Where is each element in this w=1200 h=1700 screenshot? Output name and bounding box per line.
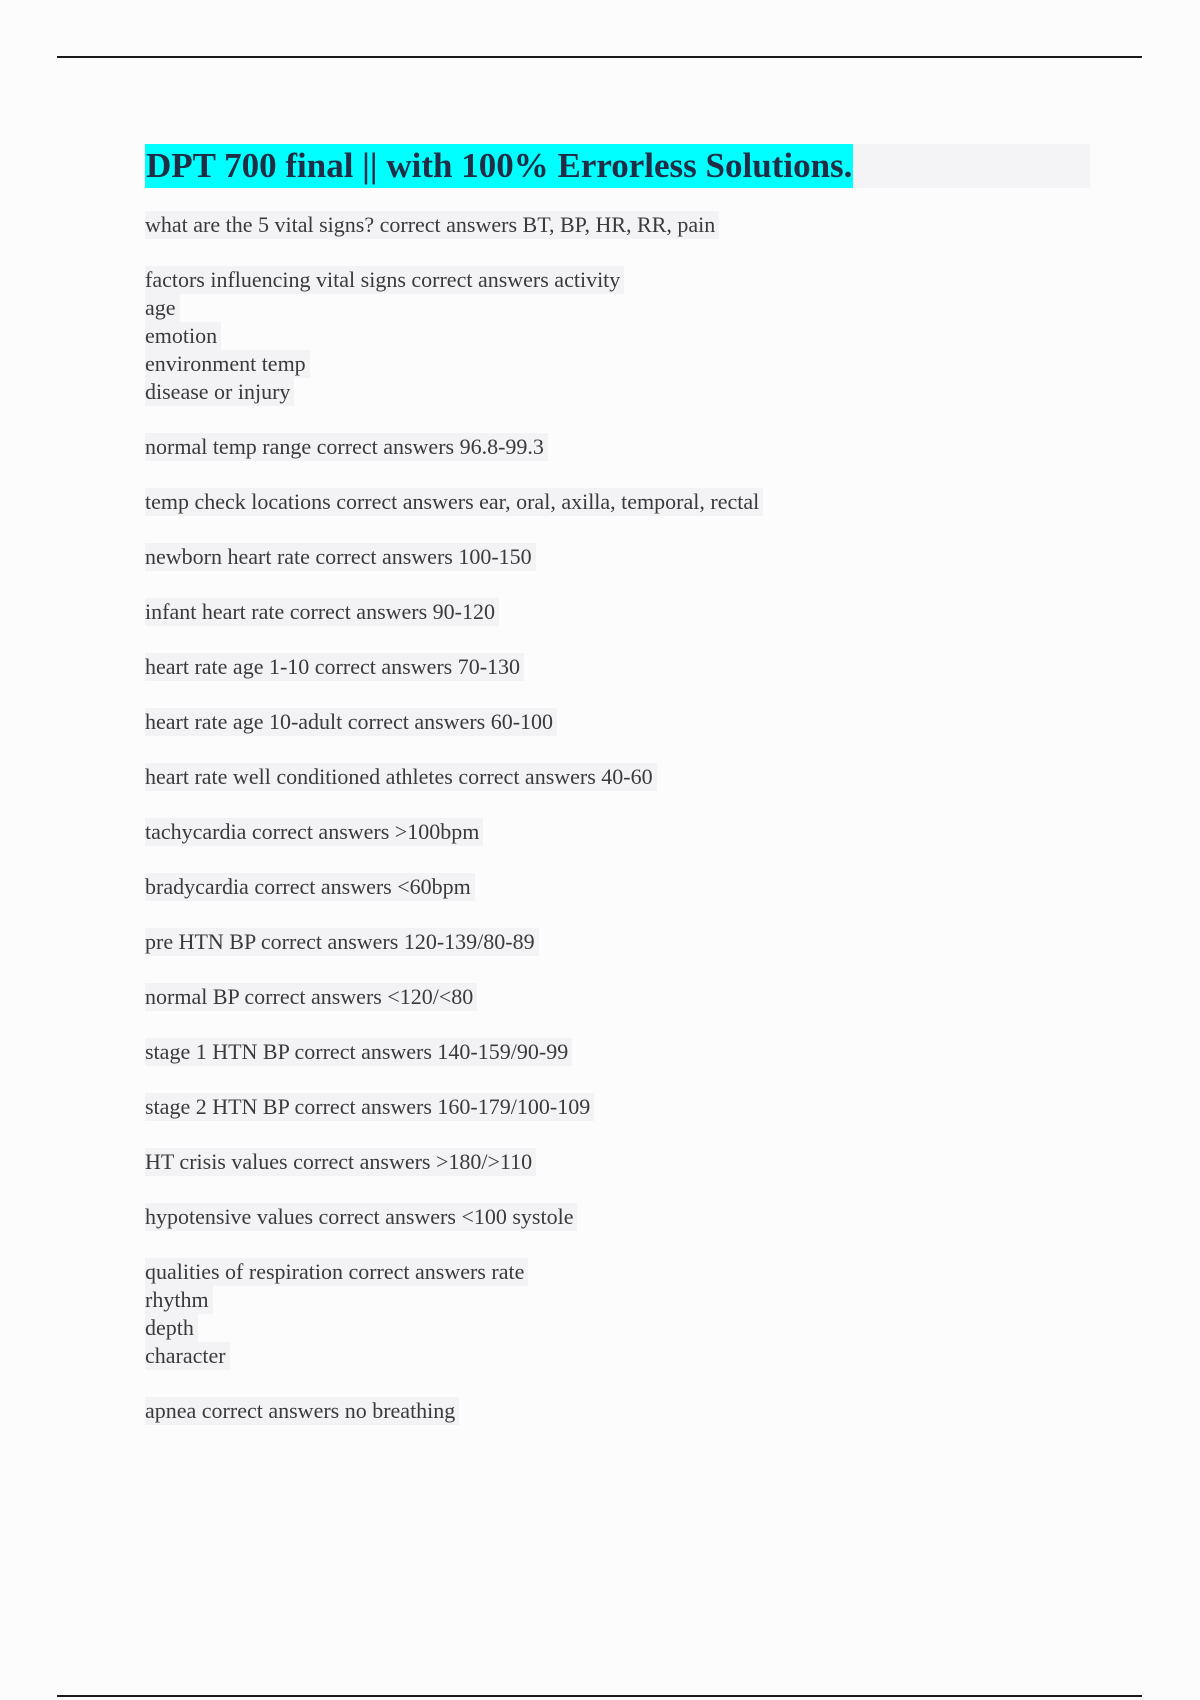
- qa-answer-line: depth: [145, 1314, 198, 1342]
- qa-item: [145, 653, 1090, 681]
- qa-item: [145, 598, 1090, 626]
- qa-list: [145, 211, 1090, 1425]
- qa-answer-line: emotion: [145, 322, 221, 350]
- qa-item: [145, 488, 1090, 516]
- qa-answer-line: disease or injury: [145, 378, 294, 406]
- qa-text: newborn heart rate correct answers 100-150: [145, 543, 536, 571]
- qa-answer-line: age: [145, 294, 180, 322]
- qa-text: stage 2 HTN BP correct answers 160-179/100-109: [145, 1093, 594, 1121]
- qa-answer-line: rhythm: [145, 1286, 213, 1314]
- qa-text: tachycardia correct answers >100bpm: [145, 818, 483, 846]
- qa-item: [145, 1258, 1090, 1370]
- qa-text: infant heart rate correct answers 90-120: [145, 598, 499, 626]
- qa-text: normal BP correct answers <120/<80: [145, 983, 477, 1011]
- qa-item: [145, 1397, 1090, 1425]
- qa-item: [145, 873, 1090, 901]
- qa-text: normal temp range correct answers 96.8-99.3: [145, 433, 548, 461]
- title-band: [145, 144, 1090, 188]
- qa-item: [145, 818, 1090, 846]
- qa-item: [145, 433, 1090, 461]
- qa-text: bradycardia correct answers <60bpm: [145, 873, 475, 901]
- qa-text: hypotensive values correct answers <100 systole: [145, 1203, 577, 1231]
- qa-item: [145, 1038, 1090, 1066]
- qa-answer-line: character: [145, 1342, 230, 1370]
- qa-text: factors influencing vital signs correct answers activity: [145, 266, 624, 294]
- qa-text: heart rate well conditioned athletes correct answers 40-60: [145, 763, 657, 791]
- qa-item: [145, 1093, 1090, 1121]
- qa-text: qualities of respiration correct answers rate: [145, 1258, 528, 1286]
- footer-rule: [57, 1695, 1142, 1697]
- header-rule: [57, 56, 1142, 58]
- qa-item: [145, 211, 1090, 239]
- document-body: [145, 144, 1090, 1452]
- qa-text: heart rate age 10-adult correct answers 60-100: [145, 708, 557, 736]
- qa-text: temp check locations correct answers ear, oral, axilla, temporal, rectal: [145, 488, 763, 516]
- qa-item: [145, 543, 1090, 571]
- qa-text: heart rate age 1-10 correct answers 70-130: [145, 653, 524, 681]
- qa-item: [145, 708, 1090, 736]
- qa-item: [145, 1148, 1090, 1176]
- qa-item: [145, 928, 1090, 956]
- qa-text: HT crisis values correct answers >180/>110: [145, 1148, 536, 1176]
- qa-item: [145, 1203, 1090, 1231]
- qa-item: [145, 763, 1090, 791]
- qa-text: what are the 5 vital signs? correct answers BT, BP, HR, RR, pain: [145, 211, 719, 239]
- qa-item: [145, 266, 1090, 406]
- qa-text: pre HTN BP correct answers 120-139/80-89: [145, 928, 539, 956]
- qa-answer-line: environment temp: [145, 350, 310, 378]
- qa-item: [145, 983, 1090, 1011]
- qa-text: apnea correct answers no breathing: [145, 1397, 459, 1425]
- qa-text: stage 1 HTN BP correct answers 140-159/90-99: [145, 1038, 572, 1066]
- document-title: DPT 700 final || with 100% Errorless Solutions.: [145, 144, 853, 188]
